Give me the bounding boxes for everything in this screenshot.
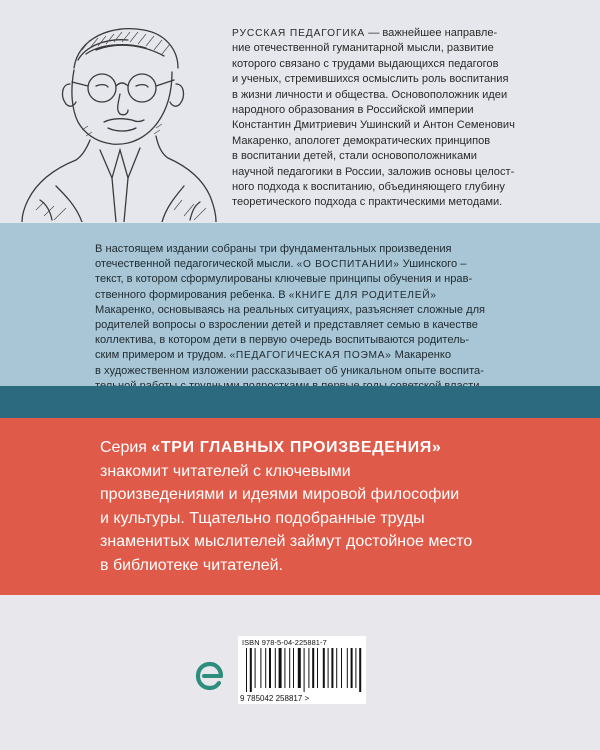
- barcode-bar: [255, 648, 256, 688]
- teal-divider-band: [0, 386, 600, 418]
- publisher-logo-icon: [194, 660, 226, 692]
- intro-line: и ученых, стремившихся осмыслить роль воспитания: [232, 73, 509, 86]
- editions-line: ственного формирования ребенка. В «КНИГЕ ДЛЯ РОДИТЕЛЕЙ»: [95, 288, 437, 301]
- work-title-pedagogicheskaya-poema: «ПЕДАГОГИЧЕСКАЯ ПОЭМА»: [229, 350, 392, 362]
- barcode-bar: [336, 648, 337, 688]
- editions-line: Макаренко, основываясь на реальных ситуациях, разъясняет сложные для: [95, 303, 486, 316]
- intro-line: в воспитании детей, стали основоположниками: [232, 150, 477, 163]
- intro-line: Константин Дмитриевич Ушинский и Антон Семенович: [232, 119, 515, 132]
- barcode-bar: [308, 648, 309, 688]
- barcode-bar: [328, 648, 329, 688]
- intro-line: научной педагогики в России, заложив основы целост-: [232, 165, 515, 178]
- barcode-bar: [260, 648, 261, 688]
- intro-line: ного подхода к воспитанию, объединяющего глубину: [232, 181, 505, 194]
- barcode-bar: [250, 648, 252, 692]
- barcode-graphic: [238, 648, 366, 704]
- barcode-bar: [331, 648, 333, 688]
- work-title-o-vospitanii: «О ВОСПИТАНИИ»: [296, 259, 400, 271]
- barcode-bar: [317, 648, 318, 688]
- barcode-bar: [359, 648, 361, 692]
- series-line: произведениями и идеями мировой философии: [100, 486, 460, 503]
- barcode-bar: [347, 648, 348, 688]
- intro-line: ние отечественной гуманитарной мысли, развитие: [232, 42, 494, 55]
- editions-line: в художественном изложении рассказывает об уникальном опыте воспита-: [95, 364, 484, 377]
- series-paragraph: [100, 436, 530, 577]
- series-line: в библиотеке читателей.: [100, 556, 283, 574]
- series-name: «ТРИ ГЛАВНЫХ ПРОИЗВЕДЕНИЯ»: [151, 439, 442, 456]
- barcode-bar: [312, 648, 314, 688]
- barcode-bar: [341, 648, 342, 688]
- barcode-digits: 9 785042 258817 >: [240, 694, 310, 703]
- intro-line: которого связано с трудами выдающихся педагогов: [232, 57, 499, 70]
- intro-line: Макаренко, апологет демократических принципов: [232, 134, 491, 147]
- isbn-barcode-block: [238, 636, 366, 704]
- editions-line: родителей вопросы о взрослении детей и представляет семью в качестве: [95, 319, 478, 332]
- barcode-bar: [279, 648, 282, 688]
- editions-line: В настоящем издании собраны три фундаментальных произведения: [95, 243, 452, 255]
- author-portrait-illustration: [16, 10, 224, 222]
- series-line: и культуры. Тщательно подобранные труды: [100, 509, 425, 527]
- editions-line: текст, в котором сформулированы ключевые принципы обучения и нрав-: [95, 273, 473, 286]
- barcode-bar: [269, 648, 271, 688]
- editions-paragraph: [95, 242, 525, 394]
- intro-lead-caps: РУССКАЯ ПЕДАГОГИКА: [232, 28, 366, 39]
- barcode-bar: [298, 648, 301, 688]
- barcode-bar: [293, 648, 294, 688]
- intro-line: народного образования в Российской империи: [232, 104, 474, 117]
- isbn-label: ISBN 978-5-04-225881-7: [242, 638, 327, 647]
- barcode-bar: [323, 648, 325, 688]
- intro-line: в жизни личности и общества. Основоположник идеи: [232, 88, 508, 101]
- work-title-kniga-dlya-roditelei: «КНИГЕ ДЛЯ РОДИТЕЛЕЙ»: [288, 289, 437, 301]
- editions-line: отечественной педагогической мысли. «О ВОСПИТАНИИ» Ушинского –: [95, 258, 467, 271]
- barcode-bar: [351, 648, 353, 688]
- editions-line: коллектива, в котором дети в первую очередь воспитываются родитель-: [95, 334, 470, 347]
- intro-paragraph: [232, 26, 532, 211]
- barcode-bar: [275, 648, 276, 688]
- series-line: знаменитых мыслителей займут достойное место: [100, 533, 473, 550]
- series-line-1: Серия «ТРИ ГЛАВНЫХ ПРОИЗВЕДЕНИЯ»: [100, 439, 442, 456]
- editions-line: ским примером и трудом. «ПЕДАГОГИЧЕСКАЯ ПОЭМА» Макаренко: [95, 349, 452, 362]
- barcode-bar: [355, 648, 356, 688]
- barcode-bar: [265, 648, 266, 688]
- intro-line-1: РУССКАЯ ПЕДАГОГИКА — важнейшее направле-: [232, 27, 498, 39]
- intro-line: теоретического подхода с практическими методами.: [232, 196, 503, 209]
- barcode-bar: [284, 648, 285, 688]
- barcode-bar: [246, 648, 247, 692]
- series-line: знакомит читателей с ключевыми: [100, 462, 351, 480]
- barcode-bar: [304, 648, 305, 692]
- barcode-bar: [289, 648, 290, 688]
